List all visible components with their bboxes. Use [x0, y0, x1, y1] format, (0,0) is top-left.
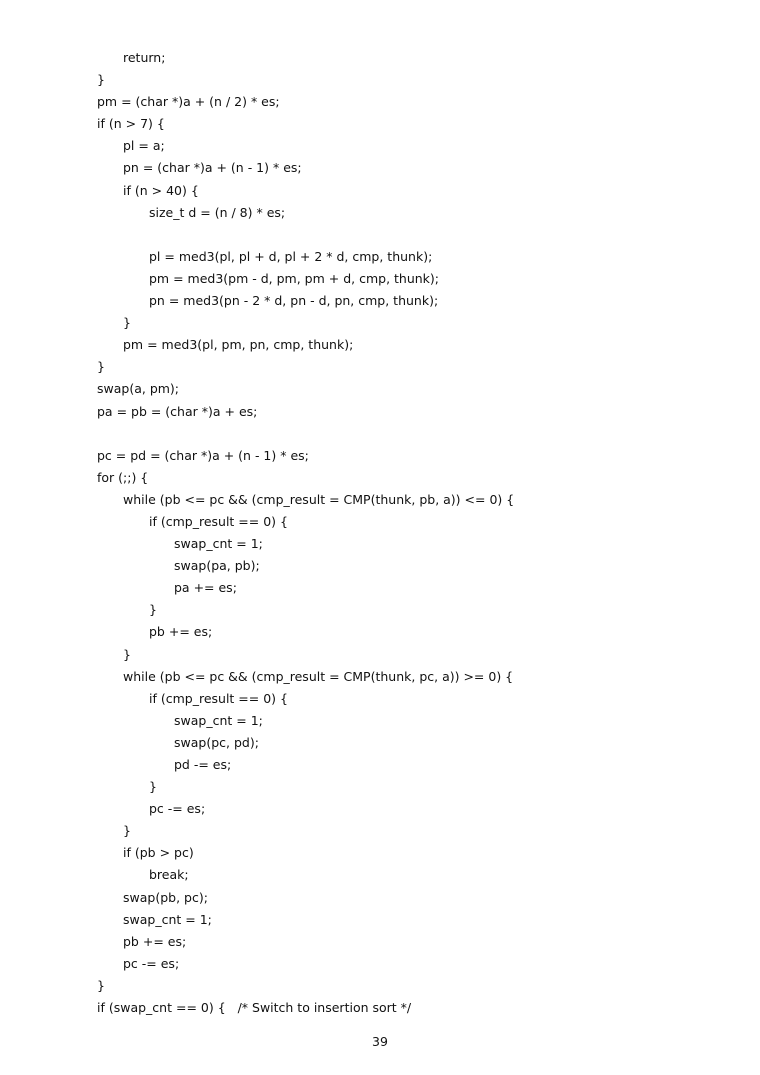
code-line: pc -= es; [123, 955, 180, 971]
code-line: pn = med3(pn - 2 * d, pn - d, pn, cmp, thunk); [149, 293, 439, 309]
code-line: swap_cnt = 1; [123, 911, 212, 927]
code-line: pm = (char *)a + (n / 2) * es; [97, 94, 280, 110]
code-line: swap(pc, pd); [174, 734, 259, 750]
code-line: if (cmp_result == 0) { [149, 513, 288, 529]
code-line: size_t d = (n / 8) * es; [149, 204, 286, 220]
code-line: } [149, 602, 157, 618]
code-line: swap_cnt = 1; [174, 536, 263, 552]
code-line: swap(a, pm); [97, 381, 180, 397]
code-line: if (n > 7) { [97, 116, 165, 132]
code-line: pc = pd = (char *)a + (n - 1) * es; [97, 447, 309, 463]
code-line: pa = pb = (char *)a + es; [97, 403, 258, 419]
code-line: pn = (char *)a + (n - 1) * es; [123, 160, 302, 176]
code-line: pl = a; [123, 138, 165, 154]
code-line: } [123, 646, 131, 662]
code-line: pb += es; [123, 933, 187, 949]
code-line: if (swap_cnt == 0) { /* Switch to insertion sort */ [97, 1000, 412, 1016]
code-line: } [149, 779, 157, 795]
code-line: } [123, 315, 131, 331]
code-line: swap(pa, pb); [174, 558, 260, 574]
code-line [97, 423, 717, 445]
code-line: for (;;) { [97, 469, 149, 485]
page-number: 39 [372, 1034, 388, 1049]
code-line [97, 224, 717, 246]
code-line: pd -= es; [174, 757, 232, 772]
code-line: pm = med3(pm - d, pm, pm + d, cmp, thunk); [149, 270, 440, 286]
code-line: swap_cnt = 1; [174, 712, 263, 728]
code-line: while (pb <= pc && (cmp_result = CMP(thunk, pc, a)) >= 0) { [123, 668, 514, 684]
code-line: pb += es; [149, 624, 213, 640]
code-line: } [97, 977, 105, 993]
code-line: swap(pb, pc); [123, 889, 208, 905]
code-line: } [97, 359, 105, 375]
code-line: } [97, 72, 105, 88]
code-listing [97, 47, 717, 1019]
code-line: return; [123, 50, 166, 65]
code-line: pl = med3(pl, pl + d, pl + 2 * d, cmp, thunk); [149, 248, 433, 264]
code-line: pa += es; [174, 580, 237, 596]
code-line: if (pb > pc) [123, 845, 194, 861]
code-line: break; [149, 867, 189, 883]
code-line: if (n > 40) { [123, 182, 199, 198]
code-line: pm = med3(pl, pm, pn, cmp, thunk); [123, 337, 354, 353]
code-line: while (pb <= pc && (cmp_result = CMP(thunk, pb, a)) <= 0) { [123, 491, 515, 507]
code-line: if (cmp_result == 0) { [149, 690, 288, 706]
code-line: pc -= es; [149, 801, 206, 817]
code-line: } [123, 823, 131, 839]
